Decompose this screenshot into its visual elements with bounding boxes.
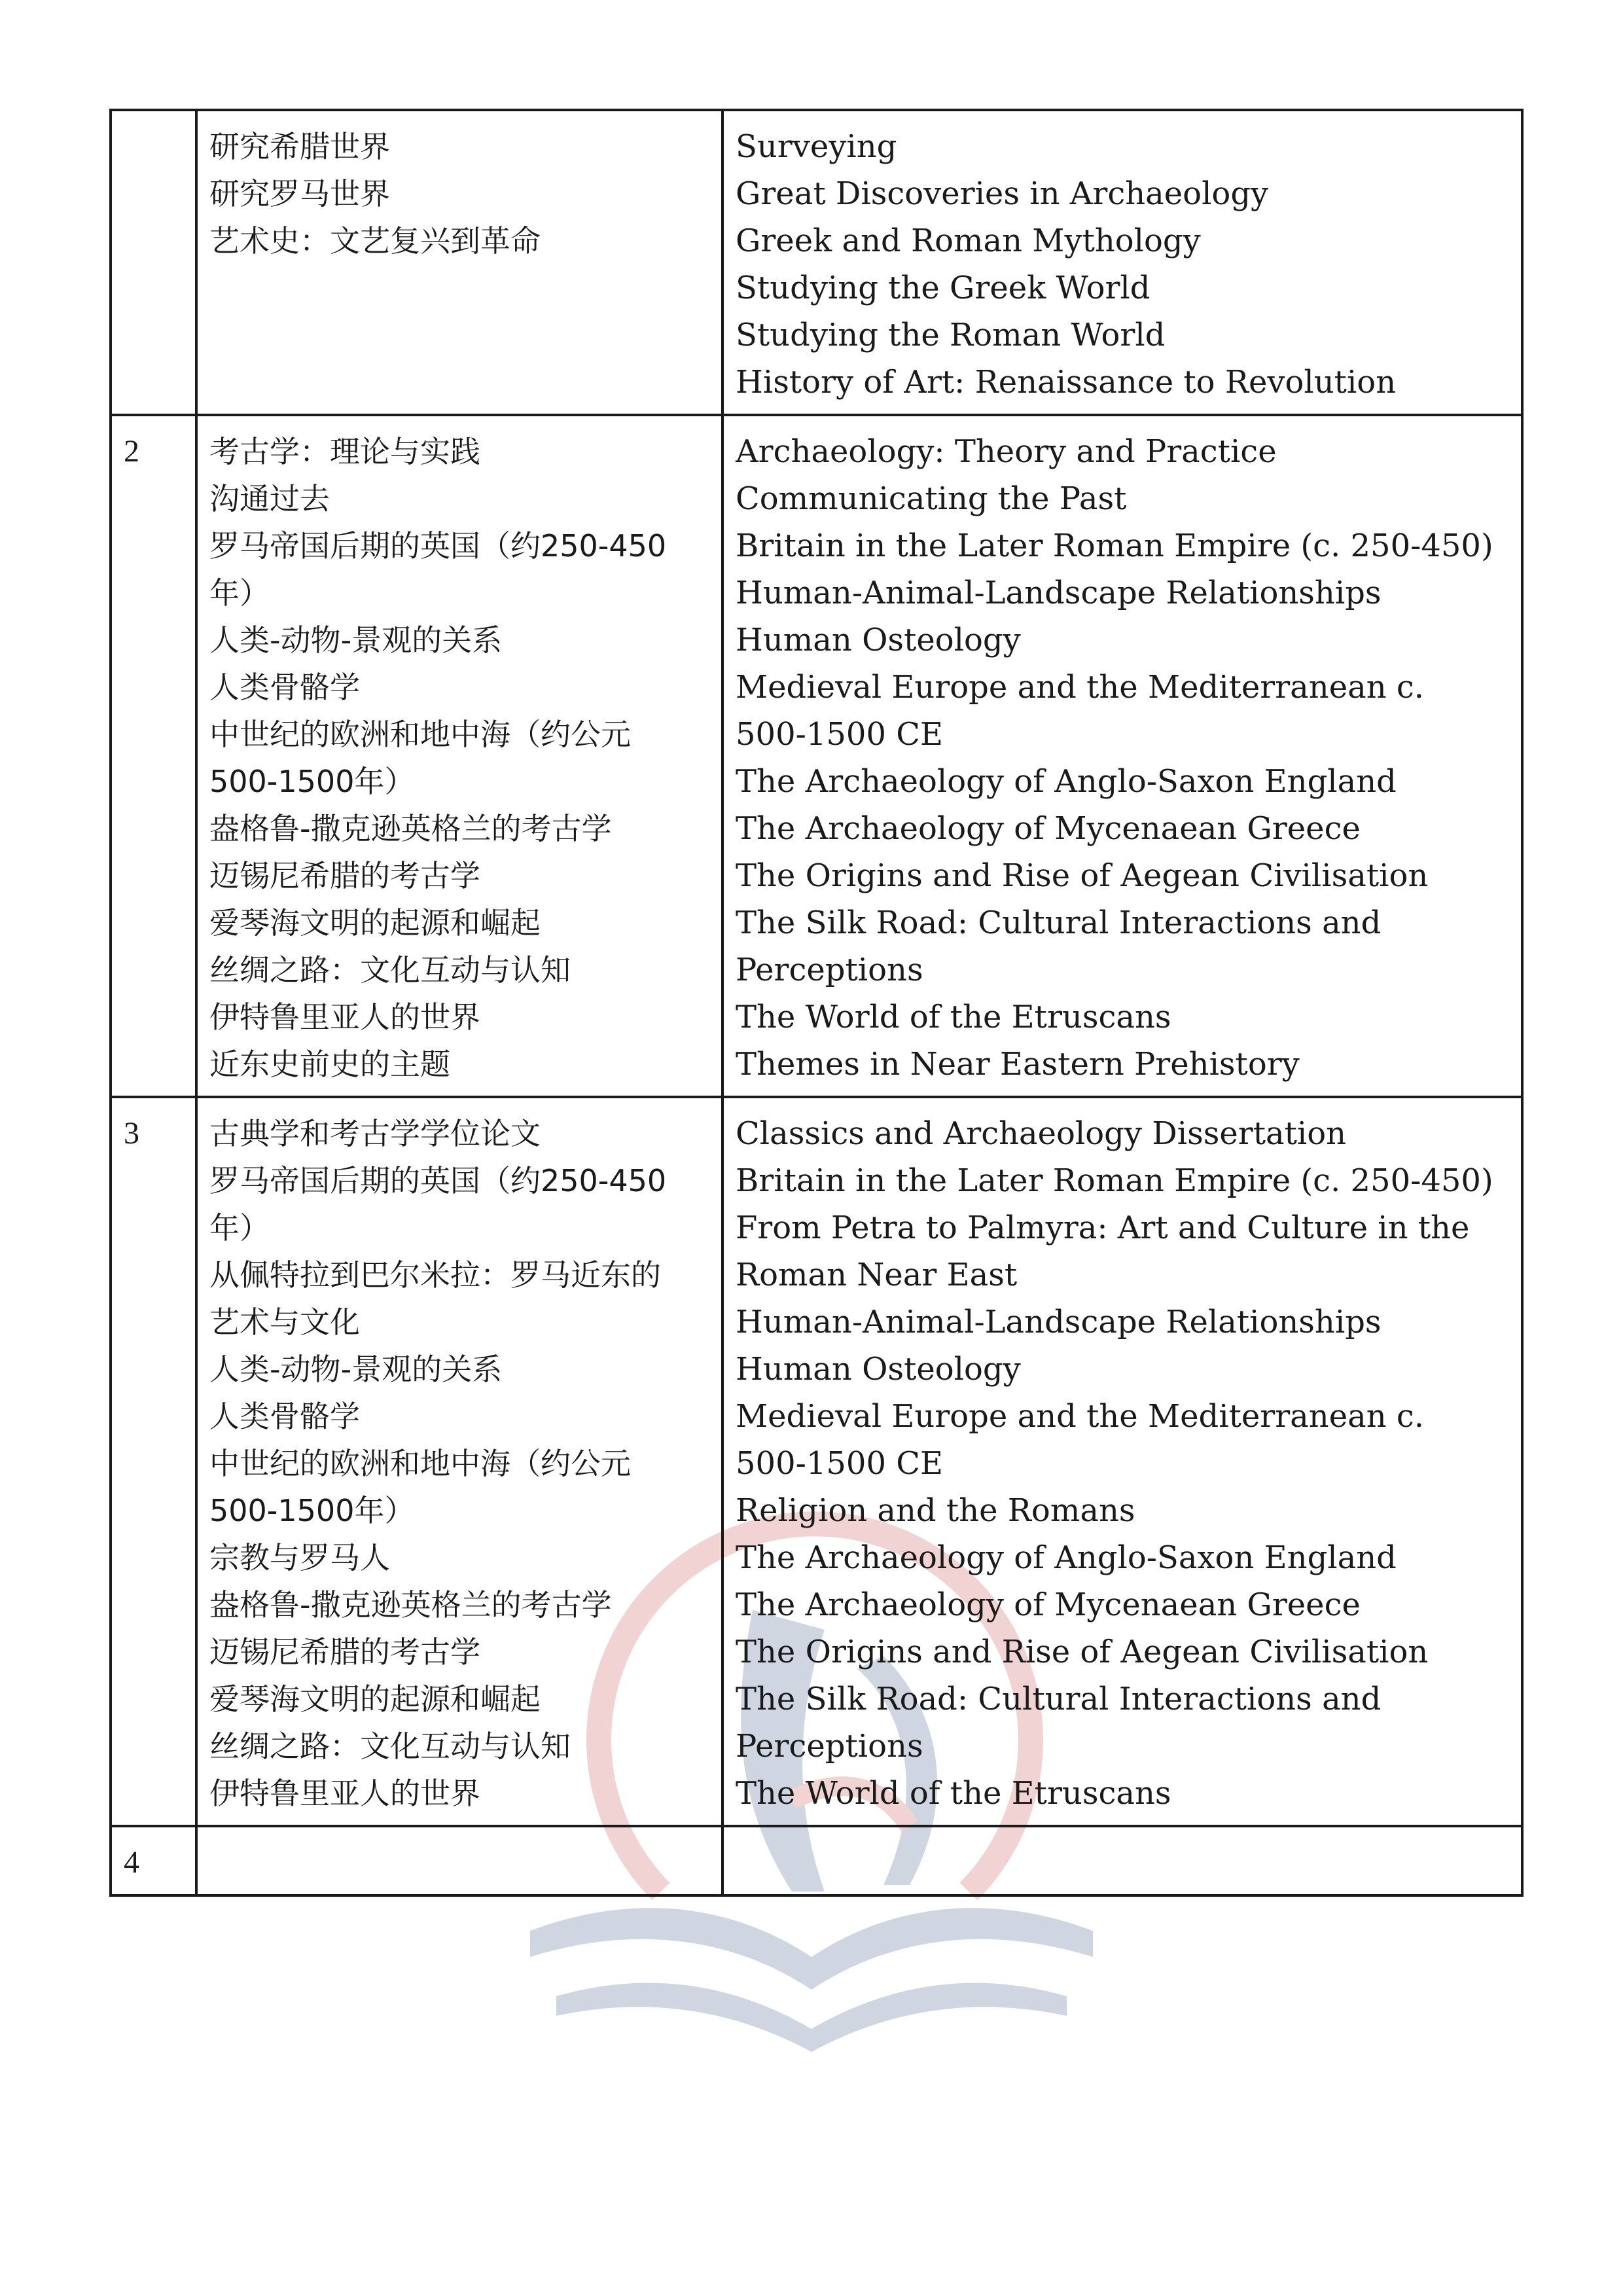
english-course-line: The Silk Road: Cultural Interactions and xyxy=(736,905,1382,941)
english-course-line: 500-1500 CE xyxy=(736,716,944,753)
year-cell xyxy=(111,1826,196,1895)
english-course-line: Communicating the Past xyxy=(736,480,1127,517)
chinese-course-line: 中世纪的欧洲和地中海（约公元 xyxy=(209,1446,631,1481)
chinese-course-line: 近东史前史的主题 xyxy=(209,1047,450,1082)
chinese-course-line: 丝绸之路：文化互动与认知 xyxy=(209,1729,571,1764)
english-course-line: Great Discoveries in Archaeology xyxy=(736,175,1269,212)
year-label: 2 xyxy=(124,434,139,469)
english-course-line: The Archaeology of Anglo-Saxon England xyxy=(736,763,1397,800)
english-course-line: The Silk Road: Cultural Interactions and xyxy=(736,1681,1382,1717)
chinese-course-line: 艺术与文化 xyxy=(209,1304,360,1340)
chinese-course-cell xyxy=(196,415,722,1097)
english-course-line: Human Osteology xyxy=(736,622,1021,658)
chinese-course-line: 500-1500年） xyxy=(209,764,415,799)
chinese-course-cell xyxy=(196,110,722,415)
chinese-course-line: 古典学和考古学学位论文 xyxy=(209,1116,541,1151)
chinese-course-line: 研究罗马世界 xyxy=(209,176,390,211)
english-course-cell xyxy=(722,110,1522,415)
english-course-line: Surveying xyxy=(736,128,897,165)
chinese-course-line: 人类-动物-景观的关系 xyxy=(209,622,503,658)
english-course-line: Themes in Near Eastern Prehistory xyxy=(736,1046,1300,1083)
english-course-line: The Archaeology of Mycenaean Greece xyxy=(736,1587,1361,1623)
english-course-line: The World of the Etruscans xyxy=(736,1775,1171,1812)
english-course-cell xyxy=(722,1826,1522,1895)
english-course-line: Studying the Roman World xyxy=(736,317,1166,353)
table-row xyxy=(111,415,1522,1097)
chinese-course-line: 爱琴海文明的起源和崛起 xyxy=(209,1681,541,1717)
english-course-line: From Petra to Palmyra: Art and Culture in the xyxy=(736,1210,1470,1246)
chinese-course-line: 爱琴海文明的起源和崛起 xyxy=(209,905,541,941)
course-table-body xyxy=(111,110,1522,1895)
chinese-course-line: 伊特鲁里亚人的世界 xyxy=(209,999,480,1035)
chinese-course-cell xyxy=(196,1097,722,1826)
chinese-course-line: 500-1500年） xyxy=(209,1493,415,1528)
course-table xyxy=(109,109,1524,1897)
chinese-course-line: 考古学：理论与实践 xyxy=(209,434,480,469)
chinese-course-line: 年） xyxy=(209,575,270,611)
chinese-course-line: 迈锡尼希腊的考古学 xyxy=(209,1634,480,1670)
chinese-course-line: 人类-动物-景观的关系 xyxy=(209,1352,503,1387)
chinese-course-line: 罗马帝国后期的英国（约250-450 xyxy=(209,1163,667,1198)
table-row xyxy=(111,110,1522,415)
chinese-course-line: 盎格鲁-撒克逊英格兰的考古学 xyxy=(209,811,612,846)
chinese-course-line: 罗马帝国后期的英国（约250-450 xyxy=(209,528,667,564)
chinese-course-line: 中世纪的欧洲和地中海（约公元 xyxy=(209,717,631,752)
chinese-course-line: 盎格鲁-撒克逊英格兰的考古学 xyxy=(209,1587,612,1623)
chinese-course-line: 人类骨骼学 xyxy=(209,670,360,705)
english-course-line: Archaeology: Theory and Practice xyxy=(736,433,1277,470)
english-course-line: Britain in the Later Roman Empire (c. 250-450) xyxy=(736,1162,1493,1199)
english-course-line: Greek and Roman Mythology xyxy=(736,223,1201,259)
english-course-line: Britain in the Later Roman Empire (c. 250-450) xyxy=(736,528,1493,564)
english-course-line: The Origins and Rise of Aegean Civilisation xyxy=(736,1634,1429,1670)
english-course-line: Medieval Europe and the Mediterranean c. xyxy=(736,669,1425,706)
table-row xyxy=(111,1826,1522,1895)
chinese-course-cell xyxy=(196,1826,722,1895)
english-course-line: Human-Animal-Landscape Relationships xyxy=(736,1304,1382,1340)
english-course-line: The World of the Etruscans xyxy=(736,999,1171,1035)
year-label: 3 xyxy=(124,1116,139,1151)
english-course-line: Medieval Europe and the Mediterranean c. xyxy=(736,1398,1425,1435)
chinese-course-line: 沟通过去 xyxy=(209,481,330,516)
year-cell xyxy=(111,1097,196,1826)
chinese-course-line: 宗教与罗马人 xyxy=(209,1540,390,1575)
english-course-line: Human Osteology xyxy=(736,1351,1021,1388)
english-course-line: History of Art: Renaissance to Revolution xyxy=(736,364,1397,401)
english-course-line: Religion and the Romans xyxy=(736,1492,1135,1529)
english-course-line: Perceptions xyxy=(736,1728,923,1765)
english-course-line: The Archaeology of Mycenaean Greece xyxy=(736,810,1361,847)
year-label: 4 xyxy=(124,1845,139,1880)
chinese-course-line: 迈锡尼希腊的考古学 xyxy=(209,858,480,893)
english-course-cell xyxy=(722,1097,1522,1826)
chinese-course-line: 年） xyxy=(209,1210,270,1246)
english-course-line: Roman Near East xyxy=(736,1257,1018,1293)
english-course-line: Classics and Archaeology Dissertation xyxy=(736,1115,1347,1152)
english-course-cell xyxy=(722,415,1522,1097)
year-cell xyxy=(111,415,196,1097)
english-course-line: Studying the Greek World xyxy=(736,270,1150,306)
table-row xyxy=(111,1097,1522,1826)
english-course-line: Perceptions xyxy=(736,952,923,988)
english-course-line: Human-Animal-Landscape Relationships xyxy=(736,575,1382,611)
english-course-line: 500-1500 CE xyxy=(736,1445,944,1482)
chinese-course-line: 人类骨骼学 xyxy=(209,1399,360,1434)
chinese-course-line: 伊特鲁里亚人的世界 xyxy=(209,1776,480,1811)
year-cell xyxy=(111,110,196,415)
chinese-course-line: 丝绸之路：文化互动与认知 xyxy=(209,952,571,988)
english-course-line: The Origins and Rise of Aegean Civilisation xyxy=(736,857,1429,894)
chinese-course-line: 从佩特拉到巴尔米拉：罗马近东的 xyxy=(209,1257,661,1293)
chinese-course-line: 艺术史：文艺复兴到革命 xyxy=(209,223,541,259)
chinese-course-line: 研究希腊世界 xyxy=(209,129,390,164)
english-course-line: The Archaeology of Anglo-Saxon England xyxy=(736,1539,1397,1576)
